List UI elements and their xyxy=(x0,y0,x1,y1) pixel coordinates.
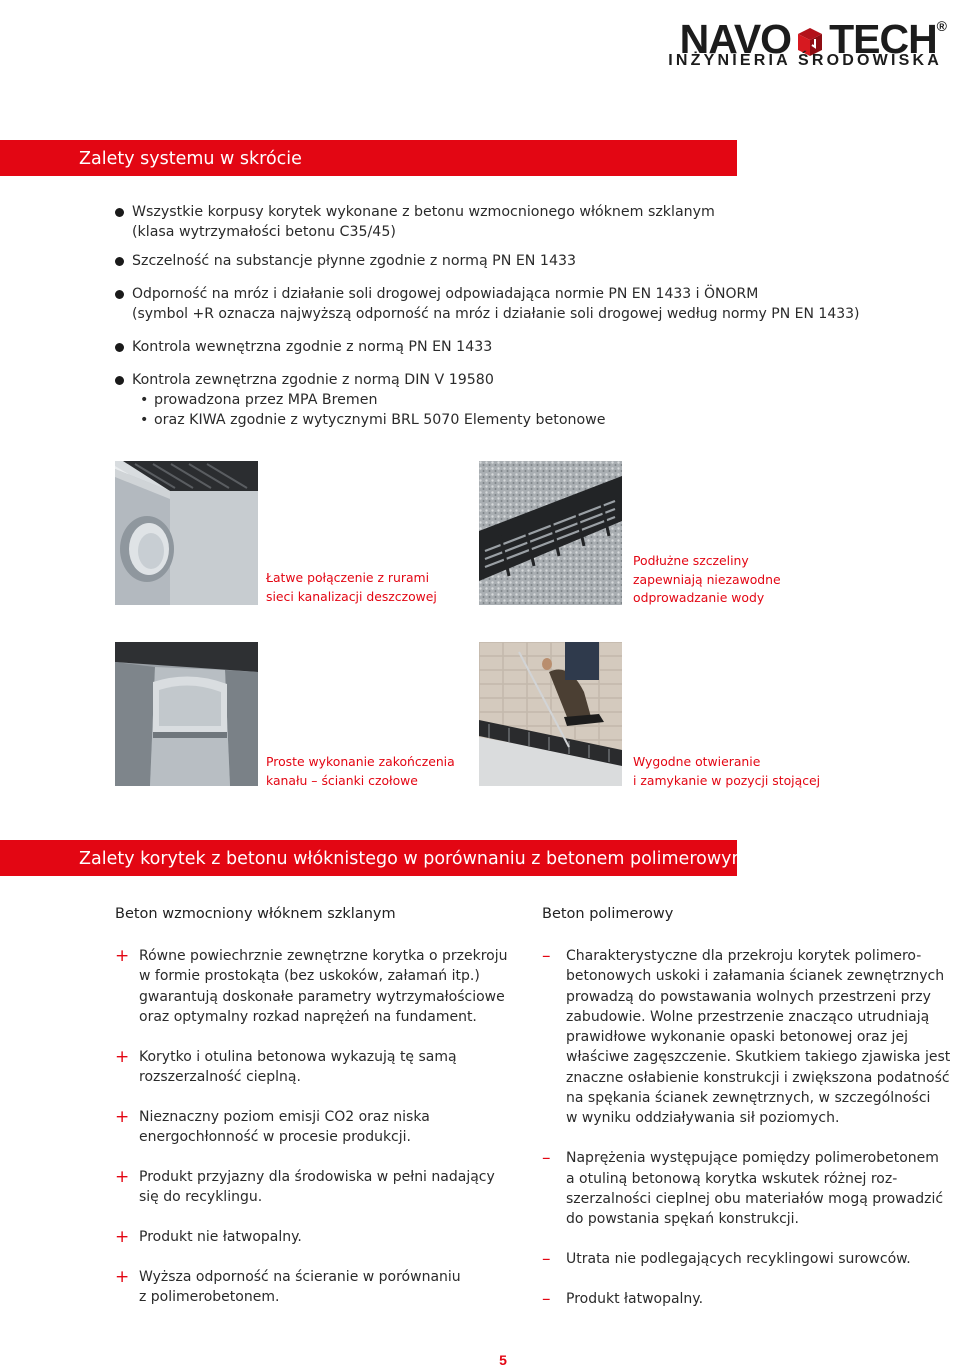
pro-item-text: Produkt przyjazny dla środowiska w pełni nadający się do recyklingu. xyxy=(139,1168,495,1206)
pro-item xyxy=(115,1047,515,1088)
pro-item xyxy=(115,1227,515,1247)
small-bullet-icon: • xyxy=(140,392,149,408)
column-heading-polymer-concrete: Beton polimerowy xyxy=(542,906,674,922)
logo-word-tech: TECH xyxy=(829,16,937,62)
advantage-line: Kontrola wewnętrzna zgodnie z normą PN EN 1433 xyxy=(132,339,493,355)
advantage-line: Odporność na mróz i działanie soli drogowej odpowiadająca normie PN EN 1433 i ÖNORM xyxy=(132,286,759,302)
con-item xyxy=(542,1249,952,1269)
caption-line: sieci kanalizacji deszczowej xyxy=(266,588,437,604)
caption-line: Proste wykonanie zakończenia xyxy=(266,754,455,769)
pro-item-text: Produkt nie łatwopalny. xyxy=(139,1228,302,1245)
minus-icon: – xyxy=(542,946,551,966)
photo-caption xyxy=(266,753,455,790)
plus-icon: + xyxy=(115,1226,130,1247)
con-item xyxy=(542,946,952,1129)
channel-end-wall-photo xyxy=(115,642,258,786)
con-item xyxy=(542,1148,952,1229)
advantage-item xyxy=(115,202,915,242)
pro-item xyxy=(115,1107,515,1148)
caption-line: Łatwe połączenie z rurami xyxy=(266,570,430,585)
photo-caption xyxy=(633,552,781,608)
con-item-text: Utrata nie podlegających recyklingowi surowców. xyxy=(566,1251,911,1268)
sub-item-text: prowadzona przez MPA Bremen xyxy=(154,392,378,408)
pro-item-text: Korytko i otulina betonowa wykazują tę samą rozszerzalność cieplną. xyxy=(139,1048,457,1085)
pro-item xyxy=(115,1167,515,1208)
caption-line: Wygodne otwieranie xyxy=(633,754,761,769)
advantages-list xyxy=(115,202,915,430)
fiber-concrete-pros-list xyxy=(115,946,515,1327)
con-item xyxy=(542,1289,952,1309)
grate-hook-opening-photo xyxy=(479,642,622,786)
plus-icon: + xyxy=(115,1106,130,1127)
minus-icon: – xyxy=(542,1148,551,1169)
advantage-line: (symbol +R oznacza najwyższą odporność na mróz i działanie soli drogowej według normy PN EN 1433) xyxy=(132,306,860,322)
channel-end-pipe-photo xyxy=(115,461,258,605)
advantage-line: Kontrola zewnętrzna zgodnie z normą DIN V 19580 xyxy=(132,372,494,388)
advantage-item xyxy=(115,337,915,357)
sub-item xyxy=(132,410,915,430)
caption-line: i zamykanie w pozycji stojącej xyxy=(633,772,821,788)
caption-line: kanału – ścianki czołowe xyxy=(266,772,418,788)
plus-icon: + xyxy=(115,1166,130,1187)
slotted-grate-photo xyxy=(479,461,622,605)
advantage-item xyxy=(115,284,915,324)
bullet-icon xyxy=(115,343,124,352)
caption-line: zapewniają niezawodne xyxy=(633,571,781,587)
minus-icon: – xyxy=(542,1249,551,1270)
logo-tagline: INŻYNIERIA ŚRODOWISKA xyxy=(668,52,942,69)
advantage-line: (klasa wytrzymałości betonu C35/45) xyxy=(132,224,396,240)
logo-word-navo: NAVO xyxy=(679,16,792,62)
section-title-advantages: Zalety systemu w skrócie xyxy=(0,140,737,176)
small-bullet-icon: • xyxy=(140,412,149,428)
column-heading-fiber-concrete: Beton wzmocniony włóknem szklanym xyxy=(115,906,396,922)
polymer-concrete-cons-list xyxy=(542,946,952,1329)
pro-item xyxy=(115,946,515,1027)
con-item-text: Produkt łatwopalny. xyxy=(566,1291,704,1308)
advantage-item xyxy=(115,251,915,271)
plus-icon: + xyxy=(115,946,130,966)
plus-icon: + xyxy=(115,1046,130,1067)
page-number: 5 xyxy=(499,1352,507,1368)
navotech-logo xyxy=(646,4,946,72)
photo-caption xyxy=(266,569,437,606)
bullet-icon xyxy=(115,376,124,385)
con-item-text: Charakterystyczne dla przekroju korytek polimero- betonowych uskoki i załamania ścianek zewnętrznych prowadzą do powstawania wolnych przestrzeni przy zabudowie. Wolne przestrzenie znacząco utrudniają prawidłowe wykonanie opaski betonowej oraz jej właściwe zagęszczenie. Skutkiem takiego zjawiska jest znaczne osłabienie konstrukcji i zwiększona podatność na spękania ścianek zewnętrznych, w szczególności w wyniku oddziaływania sił poziomych. xyxy=(566,948,951,1127)
pro-item xyxy=(115,1267,515,1308)
sub-item xyxy=(132,390,915,410)
caption-line: Podłużne szczeliny xyxy=(633,553,749,568)
pro-item-text: Równe powiechrznie zewnętrzne korytka o przekroju w formie prostokąta (bez uskoków, załamań itp.) gwarantują doskonałe parametry wytrzymałościowe oraz optymalny rozkad naprężeń na fundament. xyxy=(139,948,508,1025)
minus-icon: – xyxy=(542,1289,551,1310)
bullet-icon xyxy=(115,257,124,266)
advantage-item xyxy=(115,370,915,430)
plus-icon: + xyxy=(115,1266,130,1287)
caption-line: odprowadzanie wody xyxy=(633,590,765,605)
bullet-icon xyxy=(115,208,124,217)
advantage-line: Wszystkie korpusy korytek wykonane z betonu wzmocnionego włóknem szklanym xyxy=(132,204,715,220)
bullet-icon xyxy=(115,290,124,299)
sub-item-text: oraz KIWA zgodnie z wytycznymi BRL 5070 Elementy betonowe xyxy=(154,412,606,428)
advantage-line: Szczelność na substancje płynne zgodnie z normą PN EN 1433 xyxy=(132,253,577,269)
photo-caption xyxy=(633,753,820,790)
pro-item-text: Wyższa odporność na ścieranie w porównaniu z polimerobetonem. xyxy=(139,1268,461,1306)
section-title-comparison: Zalety korytek z betonu włóknistego w porównaniu z betonem polimerowym xyxy=(0,840,737,876)
con-item-text: Naprężenia występujące pomiędzy polimerobetonem a otuliną betonową korytka wskutek różnej roz- szerzalności cieplnej obu materiałów mogą prowadzić do powstania spękań konstrukcji. xyxy=(566,1150,944,1228)
pro-item-text: Nieznaczny poziom emisji CO2 oraz niska energochłonność w procesie produkcji. xyxy=(139,1108,430,1146)
registered-mark: ® xyxy=(936,18,946,34)
